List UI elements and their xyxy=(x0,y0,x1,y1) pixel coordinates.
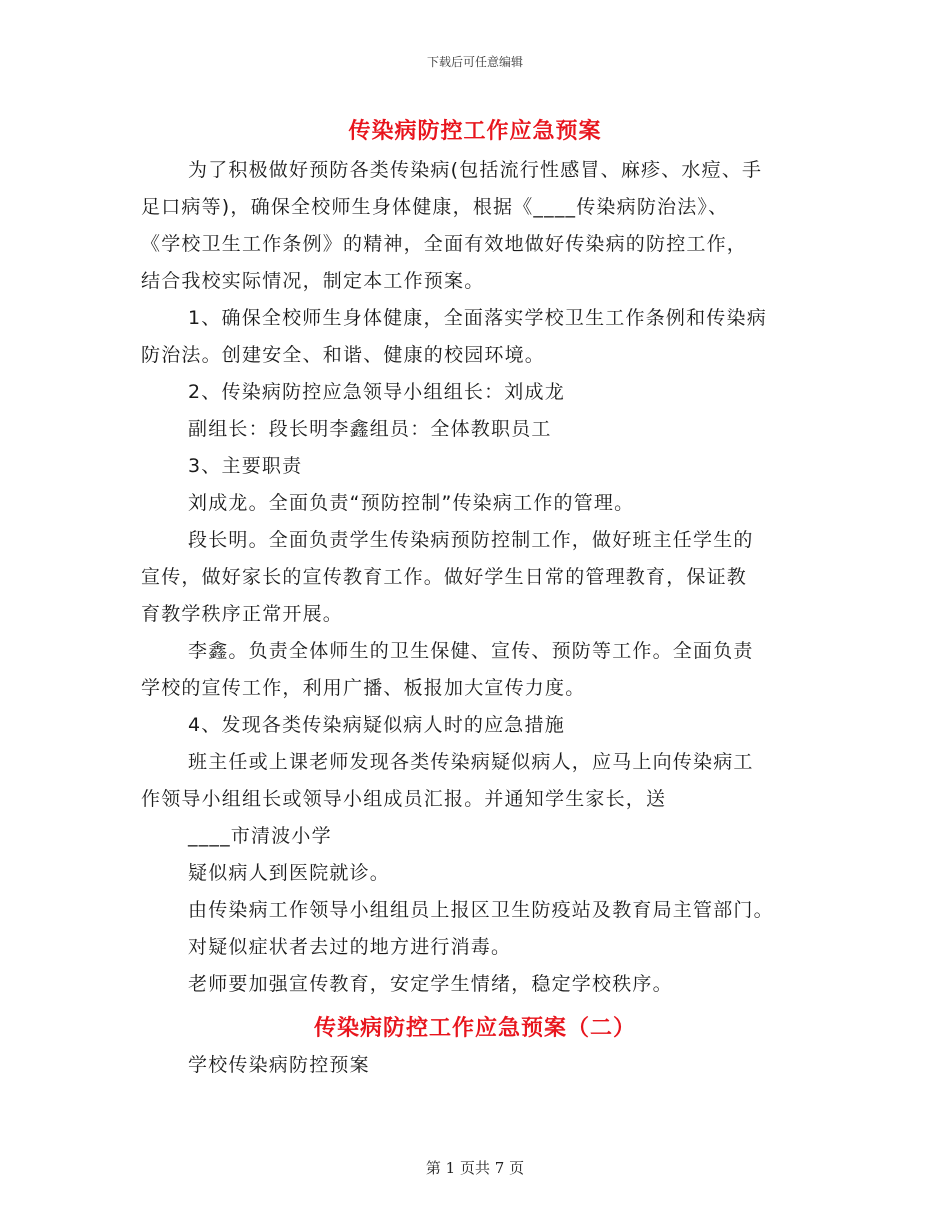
body-line: 段长明。全面负责学生传染病预防控制工作，做好班主任学生的 xyxy=(188,529,754,551)
section-first-line: 学校传染病防控预案 xyxy=(188,1054,370,1076)
body-line: 刘成龙。全面负责“预防控制”传染病工作的管理。 xyxy=(188,492,635,514)
page-footer: 第 1 页共 7 页 xyxy=(425,1159,525,1177)
body-line: 1、确保全校师生身体健康，全面落实学校卫生工作条例和传染病 xyxy=(188,307,767,329)
body-line: 由传染病工作领导小组组员上报区卫生防疫站及教育局主管部门。 xyxy=(188,899,774,921)
body-line: 副组长：段长明李鑫组员：全体教职员工 xyxy=(188,418,552,440)
body-line: 宣传，做好家长的宣传教育工作。做好学生日常的管理教育，保证教 xyxy=(141,566,748,588)
body-line: 育教学秩序正常开展。 xyxy=(141,603,344,625)
body-line: 防治法。创建安全、和谐、健康的校园环境。 xyxy=(141,344,546,366)
body-line: 班主任或上课老师发现各类传染病疑似病人，应马上向传染病工 xyxy=(188,751,754,773)
body-line: 2、传染病防控应急领导小组组长：刘成龙 xyxy=(188,381,565,403)
body-line: 3、主要职责 xyxy=(188,455,303,477)
document-title: 传染病防控工作应急预案 xyxy=(348,118,602,144)
body-line: 结合我校实际情况，制定本工作预案。 xyxy=(141,270,485,292)
body-line: 老师要加强宣传教育，安定学生情绪，稳定学校秩序。 xyxy=(188,973,673,995)
body-line: ____市清波小学 xyxy=(188,825,332,847)
section-title: 传染病防控工作应急预案（二） xyxy=(313,1015,636,1041)
body-line: 学校的宣传工作，利用广播、板报加大宣传力度。 xyxy=(141,677,586,699)
body-line: 《学校卫生工作条例》的精神，全面有效地做好传染病的防控工作， xyxy=(141,233,748,255)
body-line: 4、发现各类传染病疑似病人时的应急措施 xyxy=(188,714,565,736)
body-line: 对疑似症状者去过的地方进行消毒。 xyxy=(188,936,512,958)
header-note: 下载后可任意编辑 xyxy=(426,55,523,69)
body-line: 足口病等)，确保全校师生身体健康，根据《____传染病防治法》、 xyxy=(141,196,729,218)
body-line: 为了积极做好预防各类传染病(包括流行性感冒、麻疹、水痘、手 xyxy=(188,159,763,181)
body-line: 作领导小组组长或领导小组成员汇报。并通知学生家长，送 xyxy=(141,788,667,810)
body-line: 李鑫。负责全体师生的卫生保健、宣传、预防等工作。全面负责 xyxy=(188,640,754,662)
body-line: 疑似病人到医院就诊。 xyxy=(188,862,391,884)
